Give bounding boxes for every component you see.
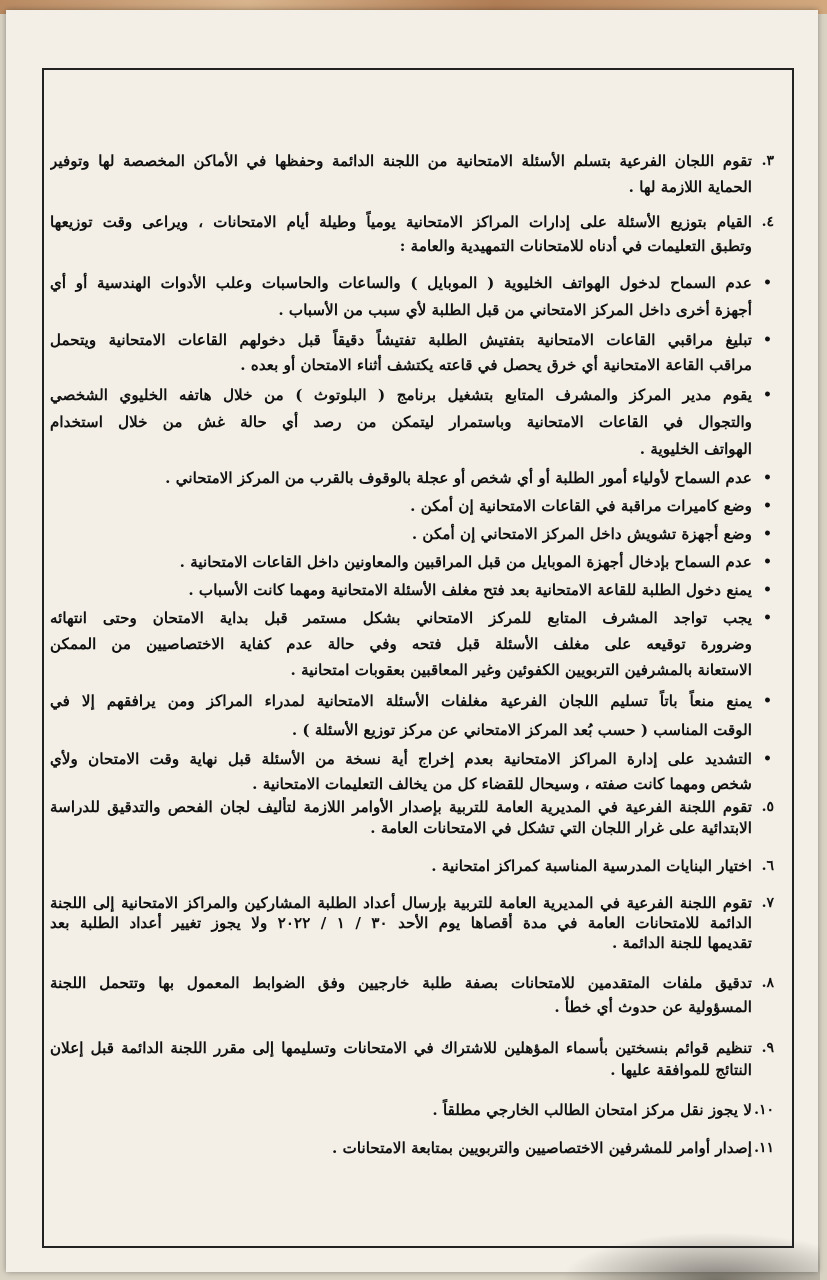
bullet-item bbox=[50, 747, 774, 797]
item-text-line: عدم السماح لأولياء أمور الطلبة أو أي شخص أو عجلة بالوقوف بالقرب من المركز الامتحاني . bbox=[165, 469, 752, 487]
item-number: ٦. bbox=[761, 858, 774, 874]
item-text-line: المسؤولية عن حدوث أي خطأ . bbox=[554, 998, 752, 1016]
bullet-item bbox=[50, 549, 774, 575]
item-text-line: يمنع منعاً باتاً تسليم اللجان الفرعية مغلفات الأسئلة الامتحانية لمدراء المراكز ومن يرافقهم إلا في bbox=[50, 692, 752, 710]
item-number: ١٠. bbox=[754, 1102, 774, 1118]
item-number: ٤. bbox=[761, 214, 774, 230]
item-text-line: تقوم اللجان الفرعية بتسلم الأسئلة الامتحانية من اللجنة الدائمة وحفظها في الأماكن المخصصة لها وتوفير bbox=[50, 152, 752, 170]
item-text-line: تبليغ مراقبي القاعات الامتحانية بتفتيش الطلبة تفتيشاً دقيقاً قبل دخولهم القاعات الامتحانية ويتحمل bbox=[50, 331, 752, 349]
item-text-line: لا يجوز نقل مركز امتحان الطالب الخارجي مطلقاً . bbox=[432, 1101, 752, 1119]
item-text-line: إصدار أوامر للمشرفين الاختصاصيين والتربويين بمتابعة الامتحانات . bbox=[332, 1139, 752, 1157]
bullet-item bbox=[50, 270, 774, 324]
item-text-line: الابتدائية على غرار اللجان التي تشكل في الامتحانات العامة . bbox=[370, 819, 752, 837]
item-text-line: عدم السماح بإدخال أجهزة الموبايل من قبل المراقبين والمعاونين داخل القاعات الامتحانية . bbox=[179, 553, 752, 571]
bullet-marker: • bbox=[763, 610, 772, 626]
item-text-line: عدم السماح لدخول الهواتف الخليوية ( الموبايل ) والساعات والحاسبات وعلب الأدوات الهندسية أو أي bbox=[50, 274, 752, 292]
item-text-line: النتائج للموافقة عليها . bbox=[610, 1061, 752, 1079]
item-text-line: يمنع دخول الطلبة للقاعة الامتحانية بعد فتح مغلف الأسئلة الامتحانية ومهما كانت الأسباب . bbox=[188, 581, 752, 599]
bullet-item bbox=[50, 465, 774, 491]
item-number: ٣. bbox=[761, 153, 774, 169]
item-text-line: الدائمة للامتحانات العامة في مدة أقصاها يوم الأحد ٣٠ / ١ / ٢٠٢٢ ولا يجوز تغيير أعداد الطلبة بعد bbox=[50, 914, 752, 932]
bullet-marker: • bbox=[763, 582, 772, 598]
bullet-item bbox=[50, 577, 774, 603]
item-text-line: والتجوال في القاعات الامتحانية وباستمرار ليتمكن من رصد أي حالة غش من خلال استخدام bbox=[50, 413, 752, 431]
numbered-item bbox=[50, 1137, 774, 1159]
item-text-line: يقوم مدير المركز والمشرف المتابع بتشغيل برنامج ( البلوتوث ) من خلال هاتفه الخليوي الشخصي bbox=[50, 386, 752, 404]
bullet-marker: • bbox=[763, 498, 772, 514]
bullet-marker: • bbox=[763, 332, 772, 348]
bullet-item bbox=[50, 521, 774, 547]
numbered-item bbox=[50, 1099, 774, 1121]
item-text-line: شخص ومهما كانت صفته ، وسيحال للقضاء كل من يخالف التعليمات الامتحانية . bbox=[252, 775, 752, 793]
numbered-item bbox=[50, 210, 774, 258]
item-text-line: أجهزة أخرى داخل المركز الامتحاني من قبل الطلبة لأي سبب من الأسباب . bbox=[278, 301, 752, 319]
instructions-list bbox=[50, 148, 774, 1159]
item-text-line: التشديد على إدارة المراكز الامتحانية بعدم إخراج أية نسخة من الأسئلة قبل نهاية وقت الامتحان ولأي bbox=[50, 750, 752, 768]
bullet-marker: • bbox=[763, 693, 772, 709]
item-text-line: وضرورة توقيعه على مغلف الأسئلة قبل فتحه وفي حالة عدم كفاية الاختصاصيين من الممكن bbox=[50, 635, 752, 653]
item-number: ٥. bbox=[761, 799, 774, 815]
photo-shadow bbox=[560, 1232, 820, 1280]
item-number: ١١. bbox=[754, 1140, 774, 1156]
item-text-line: وضع أجهزة تشويش داخل المركز الامتحاني إن أمكن . bbox=[411, 525, 752, 543]
bullet-item bbox=[50, 328, 774, 378]
item-text-line: الوقت المناسب ( حسب بُعد المركز الامتحاني عن مركز توزيع الأسئلة ) . bbox=[291, 721, 752, 739]
numbered-item bbox=[50, 797, 774, 839]
bullet-marker: • bbox=[763, 751, 772, 767]
item-text-line: تقوم اللجنة الفرعية في المديرية العامة للتربية بإرسال أعداد الطلبة المشاركين والمراكز الامتحانية إلى اللجنة bbox=[50, 894, 752, 912]
item-number: ٧. bbox=[761, 895, 774, 911]
item-text-line: تقوم اللجنة الفرعية في المديرية العامة للتربية بإصدار الأوامر اللازمة لتأليف لجان الفحص والتدقيق للدراسة bbox=[50, 798, 752, 816]
item-text-line: القيام بتوزيع الأسئلة على إدارات المراكز الامتحانية يومياً وطيلة أيام الامتحانات ، ويراعى وقت توزيعها bbox=[50, 213, 752, 231]
numbered-item bbox=[50, 855, 774, 877]
item-text-line: وضع كاميرات مراقبة في القاعات الامتحانية إن أمكن . bbox=[410, 497, 752, 515]
item-text-line: اختيار البنايات المدرسية المناسبة كمراكز امتحانية . bbox=[431, 857, 752, 875]
bullet-item bbox=[50, 605, 774, 683]
bullet-marker: • bbox=[763, 470, 772, 486]
bullet-marker: • bbox=[763, 387, 772, 403]
bullet-marker: • bbox=[763, 275, 772, 291]
numbered-item bbox=[50, 893, 774, 953]
item-text-line: تقديمها للجنة الدائمة . bbox=[611, 934, 752, 952]
item-text-line: تدقيق ملفات المتقدمين للامتحانات بصفة طلبة خارجيين وفق الضوابط المعمول بها وتتحمل اللجنة bbox=[50, 974, 752, 992]
item-number: ٩. bbox=[761, 1040, 774, 1056]
bullet-item bbox=[50, 687, 774, 745]
item-text-line: الهواتف الخليوية . bbox=[639, 440, 752, 458]
numbered-item bbox=[50, 971, 774, 1019]
bullet-marker: • bbox=[763, 526, 772, 542]
item-text-line: وتطبق التعليمات في أدناه للامتحانات التمهيدية والعامة : bbox=[399, 237, 752, 255]
bullet-marker: • bbox=[763, 554, 772, 570]
numbered-item bbox=[50, 1037, 774, 1081]
bullet-item bbox=[50, 493, 774, 519]
numbered-item bbox=[50, 148, 774, 200]
item-text-line: يجب تواجد المشرف المتابع للمركز الامتحاني بشكل مستمر قبل بداية الامتحان وحتى انتهائه bbox=[50, 609, 752, 627]
item-number: ٨. bbox=[761, 975, 774, 991]
item-text-line: مراقب القاعة الامتحانية أي خرق يحصل في قاعته يكتشف أثناء الامتحان أو بعده . bbox=[240, 356, 752, 374]
bullet-item bbox=[50, 382, 774, 463]
item-text-line: تنظيم قوائم بنسختين بأسماء المؤهلين للاشتراك في الامتحانات وتسليمها إلى مقرر اللجنة الدائمة قبل إعلان bbox=[50, 1039, 752, 1057]
item-text-line: الاستعانة بالمشرفين التربويين الكفوئين وغير المعاقبين بعقوبات امتحانية . bbox=[290, 661, 752, 679]
item-text-line: الحماية اللازمة لها . bbox=[628, 178, 752, 196]
